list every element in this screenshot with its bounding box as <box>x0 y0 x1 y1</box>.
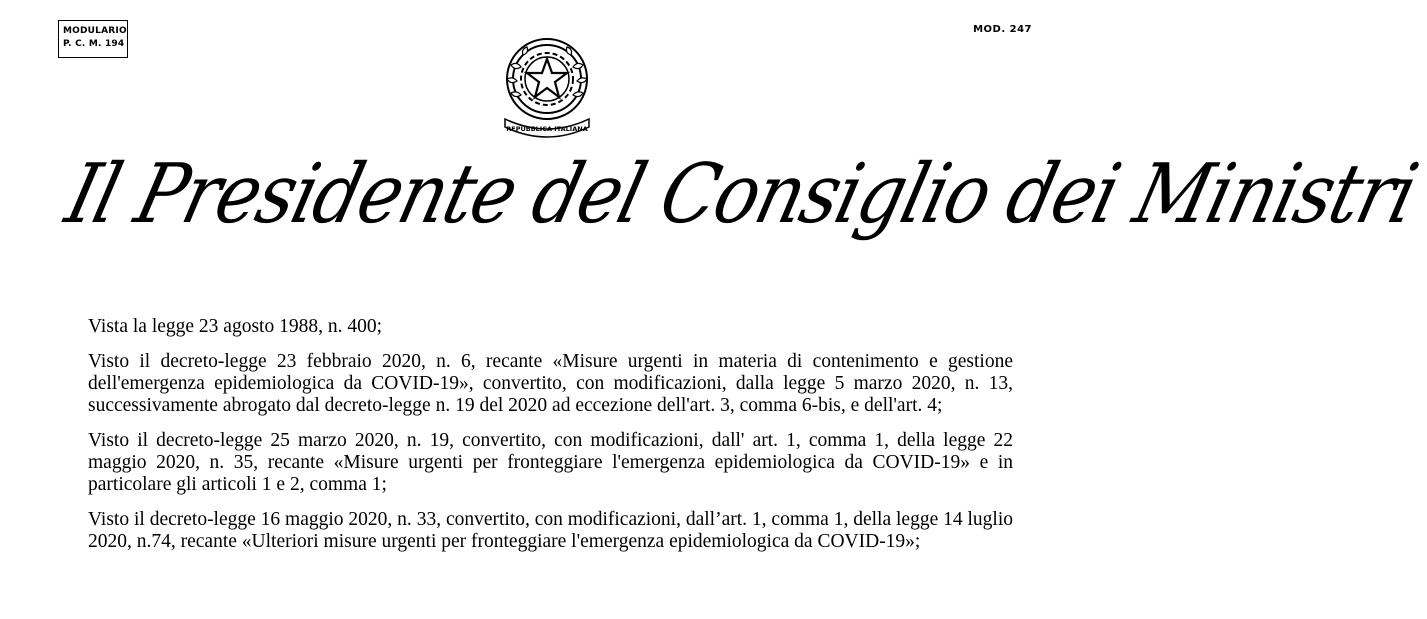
emblem-ribbon-text: REPUBBLICA ITALIANA <box>506 125 588 133</box>
paragraph: Visto il decreto-legge 25 marzo 2020, n. 19, convertito, con modificazioni, dall' art. 1, comma 1, della legge 22 maggio 2020, n. 35, recante «Misure urgenti per fronteggiare l'emergenza epidemiologica da COVID-19» e in particolare gli articoli 1 e 2, comma 1; <box>88 430 1013 495</box>
paragraph: Visto il decreto-legge 23 febbraio 2020, n. 6, recante «Misure urgenti in materia di contenimento e gestione dell'emergenza epidemiologica da COVID-19», convertito, con modificazioni, dalla legge 5 marzo 2020, n. 13, successivamente abrogato dal decreto-legge n. 19 del 2020 ad eccezione dell'art. 3, comma 6-bis, e dell'art. 4; <box>88 351 1013 416</box>
paragraph: Vista la legge 23 agosto 1988, n. 400; <box>88 316 382 337</box>
page-title: Il Presidente del Consiglio dei Ministri <box>57 147 1425 242</box>
form-code-line-2: P. C. M. 194 <box>63 39 125 49</box>
paragraph: Visto il decreto-legge 16 maggio 2020, n. 33, convertito, con modificazioni, dall’art. 1, comma 1, della legge 14 luglio 2020, n.74, recante «Ulteriori misure urgenti per fronteggiare l'emergenza epidemiologica da COVID-19»; <box>88 509 1013 552</box>
italian-republic-emblem-icon <box>497 35 597 145</box>
form-code-box <box>58 20 128 58</box>
decree-body <box>88 316 1013 566</box>
model-code: MOD. 247 <box>973 24 1032 35</box>
form-code-line-1: MODULARIO <box>63 26 127 36</box>
